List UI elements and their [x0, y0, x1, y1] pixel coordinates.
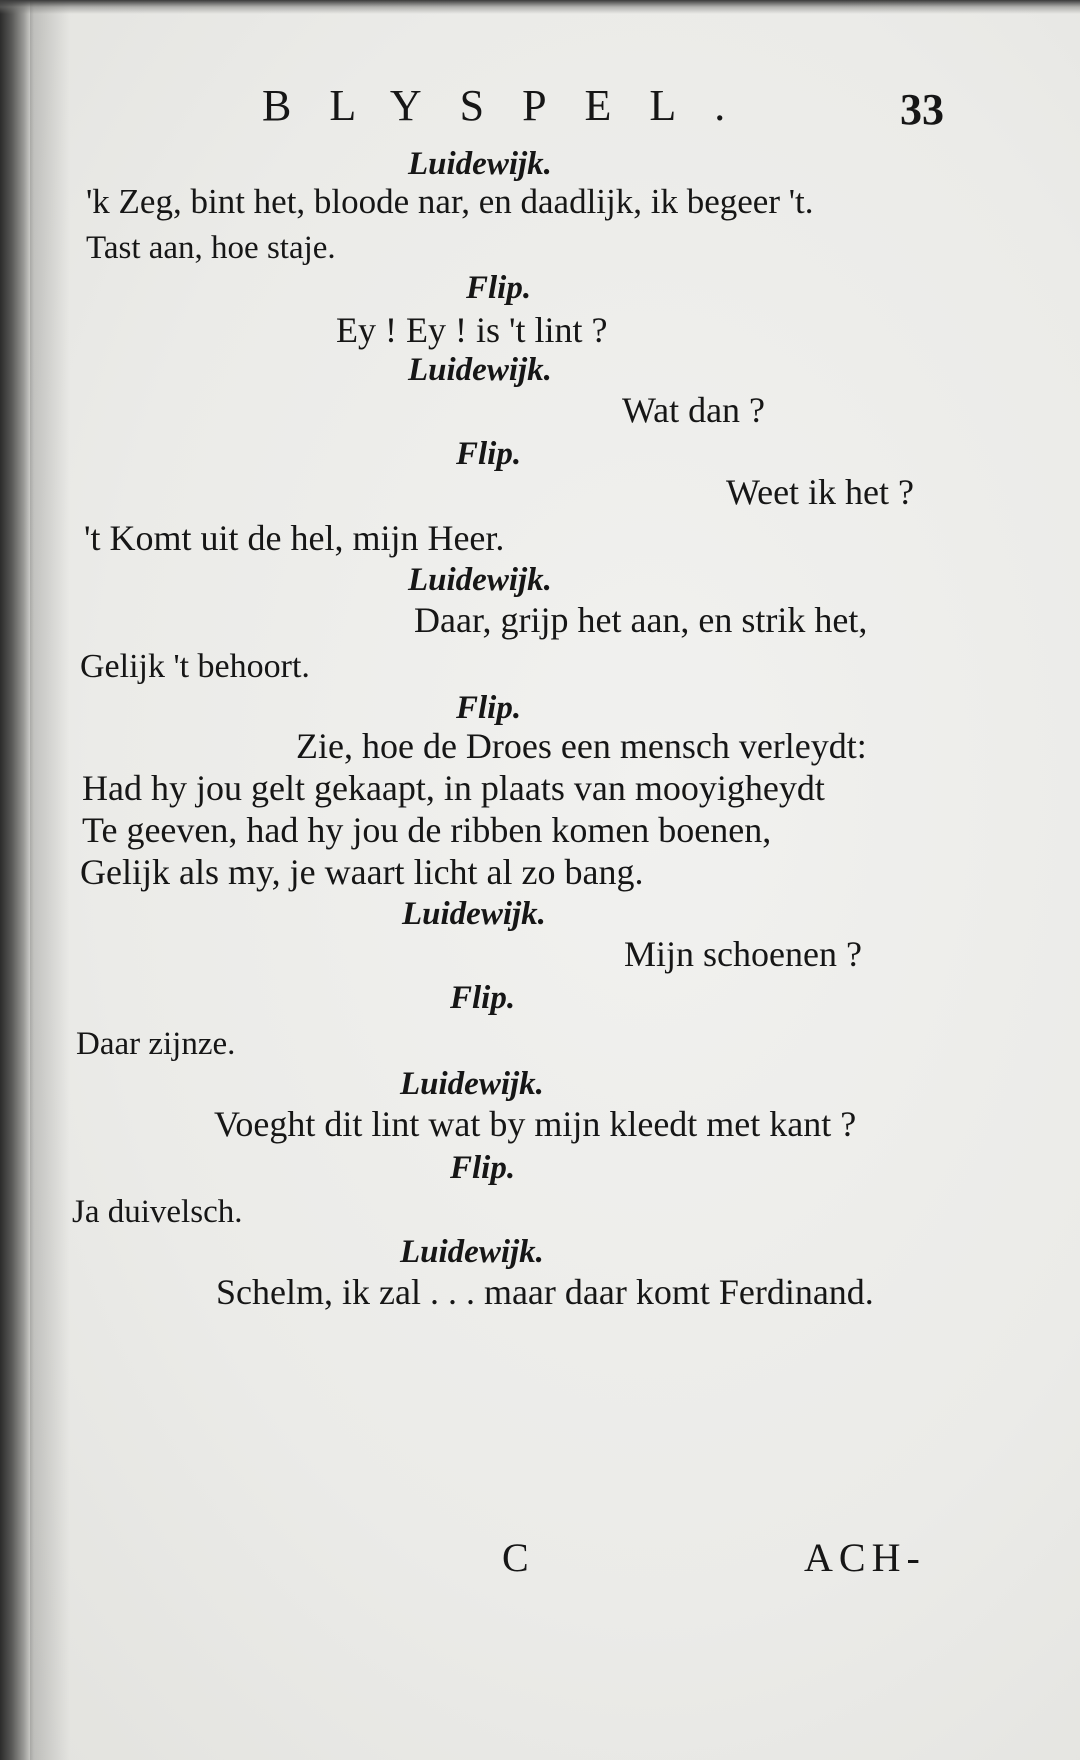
speaker-name: Luidewijk.: [400, 1066, 544, 1102]
verse-line: Wat dan ?: [622, 390, 766, 430]
verse-line: Gelijk 't behoort.: [80, 648, 310, 685]
verse-line: 'k Zeg, bint het, bloode nar, en daadlijk, ik begeer 't.: [86, 182, 814, 221]
binding-gutter-shadow: [0, 0, 34, 1760]
top-edge-shadow: [0, 0, 1080, 14]
verse-line: Ey ! Ey ! is 't lint ?: [336, 310, 608, 350]
speaker-name: Luidewijk.: [402, 896, 546, 932]
page-number: 33: [900, 85, 944, 134]
verse-line: Had hy jou gelt gekaapt, in plaats van mooyigheydt: [82, 768, 825, 808]
gutter-fade: [30, 0, 70, 1760]
speaker-name: Luidewijk.: [400, 1234, 544, 1270]
verse-line: Tast aan, hoe staje.: [86, 230, 336, 266]
verse-line: Voeght dit lint wat by mijn kleedt met kant ?: [214, 1104, 857, 1144]
verse-line: Ja duivelsch.: [72, 1194, 243, 1230]
verse-line: Zie, hoe de Droes een mensch verleydt:: [296, 726, 867, 766]
verse-line: Te geeven, had hy jou de ribben komen boenen,: [82, 810, 772, 850]
speaker-name: Flip.: [450, 1150, 516, 1186]
signature-mark: C: [502, 1535, 535, 1580]
speaker-name: Flip.: [456, 436, 522, 472]
catchword: ACH-: [804, 1535, 926, 1580]
verse-line: Daar zijnze.: [76, 1026, 236, 1062]
verse-line: Weet ik het ?: [726, 472, 915, 512]
speaker-name: Flip.: [450, 980, 516, 1016]
speaker-name: Luidewijk.: [408, 146, 552, 182]
verse-line: Schelm, ik zal . . . maar daar komt Ferdinand.: [216, 1272, 874, 1312]
speaker-name: Luidewijk.: [408, 352, 552, 388]
speaker-name: Flip.: [466, 270, 532, 306]
speaker-name: Luidewijk.: [408, 562, 552, 598]
verse-line: Daar, grijp het aan, en strik het,: [414, 600, 868, 640]
verse-line: 't Komt uit de hel, mijn Heer.: [84, 518, 505, 558]
verse-line: Gelijk als my, je waart licht al zo bang.: [80, 852, 644, 892]
verse-line: Mijn schoenen ?: [624, 934, 862, 974]
running-head: BLYSPEL.: [262, 81, 764, 130]
speaker-name: Flip.: [456, 690, 522, 726]
